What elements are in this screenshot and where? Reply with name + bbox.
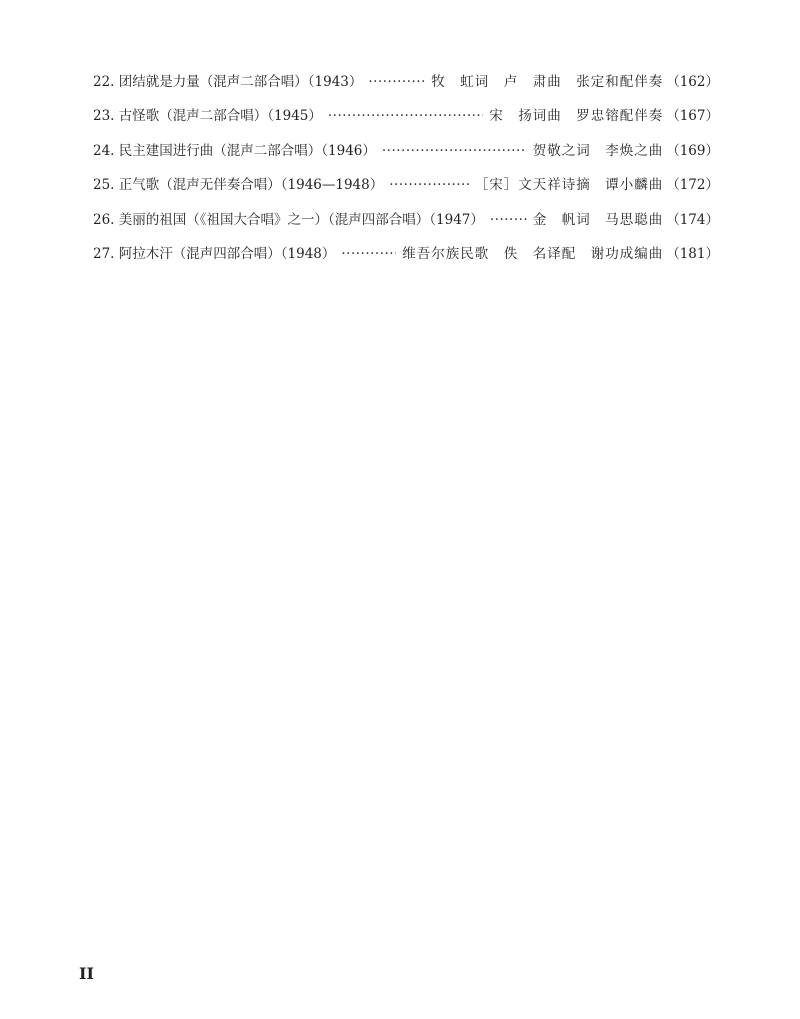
toc-entry-27	[93, 242, 719, 276]
toc-entry-credits: 宋 扬词曲 罗忠镕配伴奏	[489, 108, 664, 125]
toc-entry-title: 24. 民主建国进行曲（混声二部合唱）（1946）	[93, 142, 376, 159]
dot-leader	[341, 246, 396, 262]
toc-entry-title: 23. 古怪歌（混声二部合唱）（1945）	[93, 108, 322, 125]
toc-entry-credits: 贺敬之词 李焕之曲	[532, 142, 664, 159]
toc-entry-22	[93, 70, 719, 104]
dot-leader	[368, 74, 425, 90]
toc-entry-credits: 金 帆词 马思聪曲	[532, 211, 664, 228]
toc-entry-page: （172）	[666, 177, 719, 194]
toc-entry-page: （174）	[666, 211, 719, 228]
dot-leader	[382, 143, 527, 159]
page-number: II	[79, 964, 94, 983]
toc-entry-title: 25. 正气歌（混声无伴奏合唱）（1946—1948）	[93, 177, 384, 194]
toc-entry-page: （167）	[666, 108, 719, 125]
dot-leader	[389, 177, 468, 193]
toc-entry-23	[93, 104, 719, 138]
dot-leader	[490, 212, 527, 228]
toc-entry-24	[93, 139, 719, 173]
toc-entry-page: （181）	[666, 245, 719, 262]
toc-entry-page: （169）	[666, 142, 719, 159]
toc-entry-credits: 牧 虹词 卢 肃曲 张定和配伴奏	[431, 74, 664, 90]
toc-entry-credits: ［宋］文天祥诗摘 谭小麟曲	[474, 177, 664, 194]
toc-entry-25	[93, 173, 719, 207]
toc-entry-credits: 维吾尔族民歌 佚 名译配 谢功成编曲	[402, 245, 664, 262]
dot-leader	[328, 108, 483, 124]
table-of-contents	[93, 70, 719, 276]
toc-entry-page: （162）	[666, 74, 719, 90]
toc-entry-title: 22. 团结就是力量（混声二部合唱）（1943）	[93, 74, 363, 90]
toc-entry-title: 26. 美丽的祖国（《祖国大合唱》之一）（混声四部合唱）（1947）	[93, 211, 484, 228]
toc-entry-26	[93, 208, 719, 242]
toc-entry-title: 27. 阿拉木汗（混声四部合唱）（1948）	[93, 245, 336, 262]
